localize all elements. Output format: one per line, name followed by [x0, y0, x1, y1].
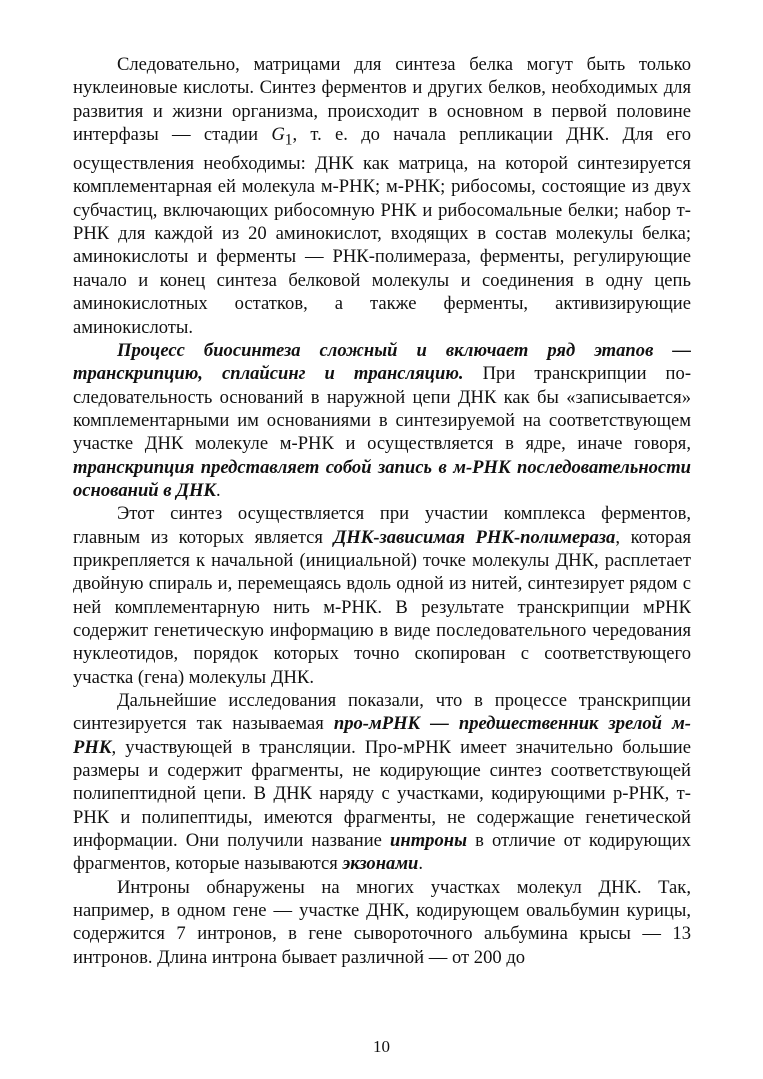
paragraph-4-text-2: , участвующей в трансляции. Про-мРНК имеет значительно большие размеры и содержит фрагменты, не кодирующие синтез соответствующей полипептидной цепи. В ДНК наряду с участками, кодирующими р-РНК, т-РНК и полипептиды, имеются фрагменты, не содержащие генетической информации. Они получили название [73, 736, 691, 852]
paragraph-3-text-1: Этот синтез осуществляется при участии комплекса ферментов, главным из которых является [73, 503, 691, 548]
paragraph-5-text-1: Интроны обнаружены на многих участках молекул ДНК. Так, например, в одном гене — участке ДНК, кодирующем овальбумин курицы, содержится 7 интронов, в гене сывороточного альбумина крысы — 13 интронов. Длина интрона бывает различной — от 200 до [73, 876, 691, 968]
page-number: 10 [373, 1037, 390, 1056]
paragraph-1 [73, 53, 691, 339]
emphasis-biosynthesis-stages: Процесс биосинтеза сложный и включает ряд этапов — транскрипцию, сплайсинг и трансляцию. [73, 339, 691, 385]
emphasis-pro-mrna: про-мРНК — предшественник зрелой м-РНК [73, 713, 691, 758]
paragraph-1-text-2: , т. е. до начала репликации ДНК. Для его осуществления необходимы: ДНК как матрица, на которой синтезируется комплементарная ей молекула м-РНК; м-РНК; рибосомы, состоящие из двух субчастиц, включающих рибосомную РНК и рибосомальные белки; набор т-РНК для каждой из 20 аминокислот, входящих в состав молекулы белка; аминокислоты и ферменты — РНК-полимераза, ферменты, регулирующие начало и конец синтеза белковой молекулы и соединения в одну цепь аминокислотных остатков, а также ферменты, активизирующие аминокислоты. [73, 124, 691, 338]
paragraph-2-text-2: . [216, 479, 221, 501]
paragraph-4-text-1: Дальнейшие исследования показали, что в процессе транскрипции синтезируется так называемая [73, 690, 691, 735]
g-symbol: G [271, 124, 285, 146]
paragraph-2 [73, 339, 691, 502]
emphasis-introns: интроны [390, 830, 467, 852]
g-subscript: 1 [284, 131, 293, 149]
emphasis-transcription-definition: транскрипция представляет собой запись в м-РНК последовательности оснований в ДНК [73, 456, 691, 501]
emphasis-rna-polymerase: ДНК-зависимая РНК-полимераза [333, 526, 616, 548]
paragraph-4-text-3: в отличие от кодирующих фрагментов, которые называются [73, 830, 691, 875]
paragraph-3-text-2: , которая прикрепляется к начальной (инициальной) точке молекулы ДНК, расплетает двойную спираль и, перемещаясь вдоль одной из нитей, синтезирует рядом с ней комплементарную нить м-РНК. В результате транскрипции мРНК содержит генетическую информацию в виде последовательного чередования нуклеотидов, порядок которых точно скопирован с соответствующего участка (гена) молекулы ДНК. [73, 526, 692, 688]
paragraph-2-text-1: При транскрипции последовательность оснований в наружной цепи ДНК как бы «записывается» комплементарными им основаниями в синтезируемой на соответствующем участке ДНК молекуле м-РНК и осуществляется в ядре, иначе говоря, [73, 363, 692, 455]
paragraph-4-text-4: . [418, 853, 424, 875]
paragraph-4 [73, 689, 691, 876]
paragraph-5 [73, 876, 691, 969]
paragraph-1-text-1: Следовательно, матрицами для синтеза белка могут быть только нуклеиновые кислоты. Синтез ферментов и других белков, необходимых для развития и жизни организма, происходит в основном в первой половине интерфазы — стадии [73, 54, 691, 146]
text-body [73, 53, 691, 969]
emphasis-exons: экзонами [342, 853, 419, 875]
paragraph-3 [73, 502, 691, 689]
